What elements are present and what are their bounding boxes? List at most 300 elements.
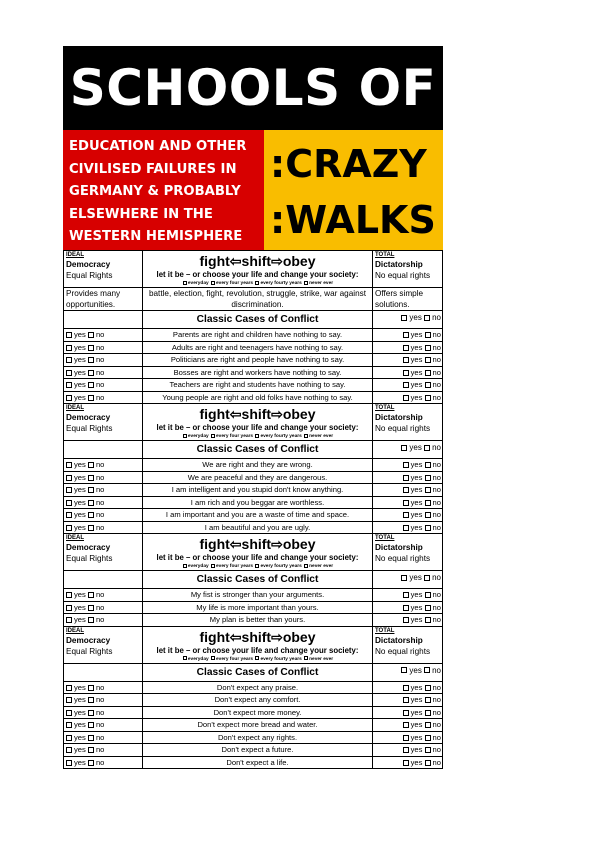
case-left-no-checkbox[interactable] xyxy=(88,382,94,388)
case-statement: Teachers are right and students have nothing to say. xyxy=(143,379,373,391)
case-left-yes-checkbox[interactable] xyxy=(66,735,72,741)
case-row xyxy=(64,718,442,731)
case-right-yes-checkbox[interactable] xyxy=(403,735,409,741)
subtitle-gold-panel xyxy=(264,130,443,250)
block-header-row xyxy=(64,534,442,570)
yes-label: yes xyxy=(74,510,86,519)
yes-label: yes xyxy=(409,573,422,582)
no-label: no xyxy=(432,497,441,507)
total-name: Dictatorship xyxy=(375,413,423,422)
yes-label: yes xyxy=(410,380,423,389)
classic-yes-checkbox[interactable] xyxy=(401,667,407,673)
yes-label: yes xyxy=(409,665,422,675)
no-label: no xyxy=(432,665,441,675)
no-label: no xyxy=(95,732,105,742)
provides-center: battle, election, fight, revolution, struggle, strike, war against discrimination. xyxy=(143,288,373,310)
classic-cases-heading: Classic Cases of Conflict xyxy=(143,664,373,681)
case-left-no-checkbox[interactable] xyxy=(88,462,94,468)
frequency-option-label: everyday xyxy=(187,281,209,286)
case-row xyxy=(64,693,442,706)
case-row xyxy=(64,681,442,694)
case-statement: I am rich and you beggar are worthless. xyxy=(143,497,373,509)
yes-label: yes xyxy=(409,313,422,322)
subtitle-banner xyxy=(63,130,443,250)
no-label: no xyxy=(95,497,105,507)
provides-right: Offers simple solutions. xyxy=(375,289,424,309)
case-left-yes-checkbox[interactable] xyxy=(66,462,72,468)
yes-label: yes xyxy=(410,695,423,704)
case-right-no-checkbox[interactable] xyxy=(425,487,431,493)
yes-label: yes xyxy=(74,497,86,507)
yes-label: yes xyxy=(410,602,423,612)
case-statement: My plan is better than yours. xyxy=(143,614,373,626)
case-row xyxy=(64,613,442,626)
case-right-no-checkbox[interactable] xyxy=(425,605,431,611)
frequency-option-checkbox[interactable] xyxy=(255,434,259,438)
no-label: no xyxy=(95,330,105,339)
case-left-no-checkbox[interactable] xyxy=(88,722,94,728)
classic-no-checkbox[interactable] xyxy=(424,575,430,581)
classic-cases-heading: Classic Cases of Conflict xyxy=(143,571,373,588)
yes-label: yes xyxy=(410,355,423,364)
yes-label: yes xyxy=(74,732,86,742)
no-label: no xyxy=(432,573,441,582)
case-left-no-checkbox[interactable] xyxy=(88,487,94,493)
total-desc: No equal rights xyxy=(375,271,431,280)
case-row xyxy=(64,496,442,509)
no-label: no xyxy=(432,707,441,717)
subtitle-line: WESTERN HEMISPHERE xyxy=(69,229,243,245)
no-label: no xyxy=(432,757,441,767)
case-right-yes-checkbox[interactable] xyxy=(403,382,409,388)
page-title: SCHOOLS OF xyxy=(69,59,437,117)
case-right-no-checkbox[interactable] xyxy=(425,685,431,691)
case-left-no-checkbox[interactable] xyxy=(88,525,94,531)
case-left-no-checkbox[interactable] xyxy=(88,345,94,351)
no-label: no xyxy=(432,380,441,389)
no-label: no xyxy=(95,695,105,704)
frequency-option-label: everyday xyxy=(187,656,209,662)
yes-label: yes xyxy=(74,472,86,482)
no-label: no xyxy=(432,460,441,469)
frequency-option-checkbox[interactable] xyxy=(255,656,259,660)
subtitle-red-panel xyxy=(63,130,264,250)
case-right-yes-checkbox[interactable] xyxy=(403,760,409,766)
case-row xyxy=(64,341,442,354)
no-label: no xyxy=(432,695,441,704)
case-right-no-checkbox[interactable] xyxy=(425,592,431,598)
classic-cases-row xyxy=(64,663,442,681)
yes-label: yes xyxy=(410,342,423,352)
case-left-yes-checkbox[interactable] xyxy=(66,500,72,506)
classic-no-checkbox[interactable] xyxy=(424,445,430,451)
classic-cases-row xyxy=(64,570,442,588)
classic-yes-checkbox[interactable] xyxy=(401,575,407,581)
case-right-no-checkbox[interactable] xyxy=(425,382,431,388)
frequency-option-label: every fourty years xyxy=(260,281,302,286)
case-statement: I am important and you are a waste of time and space. xyxy=(143,509,373,521)
case-left-yes-checkbox[interactable] xyxy=(66,487,72,493)
ideal-desc: Equal Rights xyxy=(66,424,113,433)
no-label: no xyxy=(95,392,105,402)
total-name: Dictatorship xyxy=(375,635,423,645)
case-right-yes-checkbox[interactable] xyxy=(403,525,409,531)
case-right-no-checkbox[interactable] xyxy=(425,370,431,376)
no-label: no xyxy=(432,510,441,519)
block-header-row xyxy=(64,627,442,663)
case-right-yes-checkbox[interactable] xyxy=(403,332,409,338)
case-left-no-checkbox[interactable] xyxy=(88,500,94,506)
yes-label: yes xyxy=(74,485,86,494)
case-right-yes-checkbox[interactable] xyxy=(403,722,409,728)
choose-life-instruction: let it be – or choose your life and change your society: xyxy=(156,645,359,655)
yes-label: yes xyxy=(410,472,423,482)
yes-label: yes xyxy=(410,615,423,624)
case-right-yes-checkbox[interactable] xyxy=(403,697,409,703)
case-left-no-checkbox[interactable] xyxy=(88,512,94,518)
case-left-yes-checkbox[interactable] xyxy=(66,475,72,481)
subtitle-line: GERMANY & PROBABLY xyxy=(69,184,241,200)
yes-label: yes xyxy=(410,720,423,729)
no-label: no xyxy=(432,367,441,377)
case-right-yes-checkbox[interactable] xyxy=(403,710,409,716)
provides-row xyxy=(64,287,442,310)
no-label: no xyxy=(432,313,441,322)
choose-life-instruction: let it be – or choose your life and change your society: xyxy=(156,270,359,279)
yes-label: yes xyxy=(409,443,422,452)
ideal-desc: Equal Rights xyxy=(66,271,113,280)
no-label: no xyxy=(95,745,105,754)
case-row xyxy=(64,601,442,614)
case-right-yes-checkbox[interactable] xyxy=(403,475,409,481)
case-right-no-checkbox[interactable] xyxy=(425,500,431,506)
choose-life-instruction: let it be – or choose your life and change your society: xyxy=(156,553,359,562)
no-label: no xyxy=(95,380,105,389)
frequency-option-checkbox[interactable] xyxy=(304,564,308,568)
yes-label: yes xyxy=(410,497,423,507)
case-right-yes-checkbox[interactable] xyxy=(403,617,409,623)
frequency-option-label: every fourty years xyxy=(260,564,302,569)
no-label: no xyxy=(432,720,441,729)
case-left-yes-checkbox[interactable] xyxy=(66,685,72,691)
yes-label: yes xyxy=(74,695,86,704)
yes-label: yes xyxy=(410,460,423,469)
yes-label: yes xyxy=(74,380,86,389)
no-label: no xyxy=(432,330,441,339)
no-label: no xyxy=(432,602,441,612)
total-tag: TOTAL xyxy=(375,252,395,258)
ideal-desc: Equal Rights xyxy=(66,646,113,656)
frequency-option-label: never ever xyxy=(309,656,334,662)
ideal-tag: IDEAL xyxy=(66,535,84,541)
case-right-yes-checkbox[interactable] xyxy=(403,395,409,401)
case-left-no-checkbox[interactable] xyxy=(88,605,94,611)
case-left-no-checkbox[interactable] xyxy=(88,395,94,401)
yes-label: yes xyxy=(74,342,86,352)
frequency-option-checkbox[interactable] xyxy=(183,434,187,438)
total-name: Dictatorship xyxy=(375,543,423,552)
case-statement: Bosses are right and workers have nothing to say. xyxy=(143,367,373,379)
frequency-options xyxy=(143,656,372,663)
choose-life-instruction: let it be – or choose your life and change your society: xyxy=(156,423,359,432)
frequency-option-label: everyday xyxy=(187,434,209,439)
case-right-yes-checkbox[interactable] xyxy=(403,605,409,611)
no-label: no xyxy=(95,460,105,469)
case-right-yes-checkbox[interactable] xyxy=(403,370,409,376)
case-left-yes-checkbox[interactable] xyxy=(66,747,72,753)
case-right-no-checkbox[interactable] xyxy=(425,512,431,518)
frequency-option-label: never ever xyxy=(309,564,334,569)
case-statement: Don't expect a life. xyxy=(143,757,373,769)
no-label: no xyxy=(95,615,105,624)
yes-label: yes xyxy=(74,590,86,599)
case-statement: We are right and they are wrong. xyxy=(143,459,373,471)
case-row xyxy=(64,378,442,391)
case-right-no-checkbox[interactable] xyxy=(425,475,431,481)
case-right-yes-checkbox[interactable] xyxy=(403,512,409,518)
provides-left: Provides many opportunities. xyxy=(64,288,143,310)
frequency-options xyxy=(143,433,372,440)
case-right-yes-checkbox[interactable] xyxy=(403,487,409,493)
classic-cases-row xyxy=(64,310,442,328)
ideal-tag: IDEAL xyxy=(66,627,84,634)
yes-label: yes xyxy=(74,355,86,364)
conflict-block xyxy=(63,250,443,404)
frequency-option-checkbox[interactable] xyxy=(304,434,308,438)
case-right-no-checkbox[interactable] xyxy=(425,525,431,531)
case-left-yes-checkbox[interactable] xyxy=(66,605,72,611)
case-left-no-checkbox[interactable] xyxy=(88,370,94,376)
conflict-block xyxy=(63,404,443,534)
yes-label: yes xyxy=(410,682,423,692)
case-right-yes-checkbox[interactable] xyxy=(403,462,409,468)
conflict-block xyxy=(63,627,443,770)
total-desc: No equal rights xyxy=(375,424,431,433)
case-left-yes-checkbox[interactable] xyxy=(66,592,72,598)
no-label: no xyxy=(95,367,105,377)
case-row xyxy=(64,521,442,534)
frequency-option-checkbox[interactable] xyxy=(211,281,215,285)
case-left-no-checkbox[interactable] xyxy=(88,710,94,716)
case-statement: Don't expect more bread and water. xyxy=(143,719,373,731)
ideal-name: Democracy xyxy=(66,543,111,552)
frequency-option-checkbox[interactable] xyxy=(304,281,308,285)
case-left-yes-checkbox[interactable] xyxy=(66,382,72,388)
ideal-desc: Equal Rights xyxy=(66,554,113,563)
case-statement: Adults are right and teenagers have nothing to say. xyxy=(143,342,373,354)
yes-label: yes xyxy=(410,745,423,754)
case-left-yes-checkbox[interactable] xyxy=(66,710,72,716)
case-statement: Don't expect any comfort. xyxy=(143,694,373,706)
frequency-option-label: every four years xyxy=(216,281,254,286)
case-right-yes-checkbox[interactable] xyxy=(403,747,409,753)
no-label: no xyxy=(95,355,105,364)
yes-label: yes xyxy=(410,392,423,402)
case-left-no-checkbox[interactable] xyxy=(88,592,94,598)
case-statement: My fist is stronger than your arguments. xyxy=(143,589,373,601)
fight-shift-obey-heading: fight⇦shift⇨obey xyxy=(199,536,316,552)
yes-label: yes xyxy=(410,522,423,532)
case-right-yes-checkbox[interactable] xyxy=(403,500,409,506)
no-label: no xyxy=(95,472,105,482)
frequency-option-checkbox[interactable] xyxy=(211,656,215,660)
frequency-option-label: every fourty years xyxy=(260,656,302,662)
case-right-yes-checkbox[interactable] xyxy=(403,345,409,351)
case-left-no-checkbox[interactable] xyxy=(88,685,94,691)
case-statement: Don't expect any praise. xyxy=(143,682,373,694)
no-label: no xyxy=(432,745,441,754)
case-statement: Politicians are right and people have nothing to say. xyxy=(143,354,373,366)
classic-yes-checkbox[interactable] xyxy=(401,445,407,451)
total-tag: TOTAL xyxy=(375,405,395,411)
case-left-yes-checkbox[interactable] xyxy=(66,697,72,703)
no-label: no xyxy=(432,443,441,452)
case-statement: I am intelligent and you stupid don't know anything. xyxy=(143,484,373,496)
yes-label: yes xyxy=(74,330,86,339)
yes-label: yes xyxy=(74,367,86,377)
case-right-no-checkbox[interactable] xyxy=(425,710,431,716)
crazy-heading: :CRAZY xyxy=(270,142,427,186)
case-left-no-checkbox[interactable] xyxy=(88,735,94,741)
block-header-row xyxy=(64,404,442,440)
yes-label: yes xyxy=(74,757,86,767)
no-label: no xyxy=(432,485,441,494)
case-row xyxy=(64,328,442,341)
frequency-option-checkbox[interactable] xyxy=(183,656,187,660)
no-label: no xyxy=(432,522,441,532)
case-row xyxy=(64,731,442,744)
frequency-option-checkbox[interactable] xyxy=(304,656,308,660)
case-row xyxy=(64,366,442,379)
frequency-option-checkbox[interactable] xyxy=(211,434,215,438)
yes-label: yes xyxy=(410,485,423,494)
case-left-no-checkbox[interactable] xyxy=(88,747,94,753)
case-statement: Don't expect more money. xyxy=(143,707,373,719)
frequency-option-label: never ever xyxy=(309,281,334,286)
case-right-no-checkbox[interactable] xyxy=(425,697,431,703)
yes-label: yes xyxy=(410,732,423,742)
no-label: no xyxy=(432,732,441,742)
subtitle-line: ELSEWHERE IN THE xyxy=(69,206,213,222)
no-label: no xyxy=(432,392,441,402)
no-label: no xyxy=(432,355,441,364)
yes-label: yes xyxy=(410,707,423,717)
case-right-no-checkbox[interactable] xyxy=(425,462,431,468)
conflict-blocks xyxy=(63,250,443,769)
yes-label: yes xyxy=(74,707,86,717)
yes-label: yes xyxy=(410,757,423,767)
case-right-yes-checkbox[interactable] xyxy=(403,592,409,598)
case-left-yes-checkbox[interactable] xyxy=(66,722,72,728)
case-right-no-checkbox[interactable] xyxy=(425,747,431,753)
classic-yes-checkbox[interactable] xyxy=(401,315,407,321)
case-right-no-checkbox[interactable] xyxy=(425,735,431,741)
case-row xyxy=(64,756,442,769)
case-left-no-checkbox[interactable] xyxy=(88,617,94,623)
classic-no-checkbox[interactable] xyxy=(424,667,430,673)
no-label: no xyxy=(432,615,441,624)
yes-label: yes xyxy=(74,602,86,612)
total-tag: TOTAL xyxy=(375,627,395,634)
no-label: no xyxy=(95,522,105,532)
total-desc: No equal rights xyxy=(375,646,431,656)
case-right-no-checkbox[interactable] xyxy=(425,760,431,766)
frequency-option-label: every fourty years xyxy=(260,434,302,439)
case-left-yes-checkbox[interactable] xyxy=(66,345,72,351)
fight-shift-obey-heading: fight⇦shift⇨obey xyxy=(199,253,316,269)
case-left-no-checkbox[interactable] xyxy=(88,697,94,703)
case-row xyxy=(64,458,442,471)
case-left-no-checkbox[interactable] xyxy=(88,475,94,481)
case-left-yes-checkbox[interactable] xyxy=(66,332,72,338)
case-right-no-checkbox[interactable] xyxy=(425,332,431,338)
case-left-yes-checkbox[interactable] xyxy=(66,760,72,766)
case-left-no-checkbox[interactable] xyxy=(88,760,94,766)
yes-label: yes xyxy=(410,367,423,377)
case-left-no-checkbox[interactable] xyxy=(88,357,94,363)
classic-cases-heading: Classic Cases of Conflict xyxy=(143,311,373,328)
yes-label: yes xyxy=(74,745,86,754)
case-left-yes-checkbox[interactable] xyxy=(66,525,72,531)
case-statement: Young people are right and old folks have nothing to say. xyxy=(143,392,373,404)
case-right-no-checkbox[interactable] xyxy=(425,722,431,728)
frequency-option-checkbox[interactable] xyxy=(183,281,187,285)
case-statement: Parents are right and children have nothing to say. xyxy=(143,329,373,341)
title-banner xyxy=(63,46,443,130)
case-right-yes-checkbox[interactable] xyxy=(403,685,409,691)
case-statement: Don't expect any rights. xyxy=(143,732,373,744)
classic-cases-row xyxy=(64,440,442,458)
no-label: no xyxy=(432,472,441,482)
case-left-yes-checkbox[interactable] xyxy=(66,512,72,518)
frequency-options xyxy=(143,563,372,570)
case-left-yes-checkbox[interactable] xyxy=(66,395,72,401)
case-left-no-checkbox[interactable] xyxy=(88,332,94,338)
subtitle-line: EDUCATION AND OTHER xyxy=(69,139,247,154)
case-statement: Don't expect a future. xyxy=(143,744,373,756)
total-desc: No equal rights xyxy=(375,554,431,563)
frequency-option-checkbox[interactable] xyxy=(255,564,259,568)
case-right-no-checkbox[interactable] xyxy=(425,345,431,351)
no-label: no xyxy=(95,590,105,599)
classic-no-checkbox[interactable] xyxy=(424,315,430,321)
no-label: no xyxy=(432,342,441,352)
ideal-tag: IDEAL xyxy=(66,252,84,258)
case-left-yes-checkbox[interactable] xyxy=(66,370,72,376)
frequency-option-checkbox[interactable] xyxy=(211,564,215,568)
walks-heading: :WALKS xyxy=(270,198,436,242)
classic-cases-heading: Classic Cases of Conflict xyxy=(143,441,373,458)
frequency-option-checkbox[interactable] xyxy=(183,564,187,568)
ideal-tag: IDEAL xyxy=(66,405,84,411)
case-right-no-checkbox[interactable] xyxy=(425,617,431,623)
frequency-option-label: never ever xyxy=(309,434,334,439)
case-right-yes-checkbox[interactable] xyxy=(403,357,409,363)
yes-label: yes xyxy=(74,615,86,624)
subtitle-line: CIVILISED FAILURES IN xyxy=(69,161,237,177)
yes-label: yes xyxy=(74,392,86,402)
frequency-option-label: everyday xyxy=(187,564,209,569)
frequency-option-label: every four years xyxy=(216,564,254,569)
frequency-option-checkbox[interactable] xyxy=(255,281,259,285)
case-left-yes-checkbox[interactable] xyxy=(66,357,72,363)
case-left-yes-checkbox[interactable] xyxy=(66,617,72,623)
case-right-no-checkbox[interactable] xyxy=(425,395,431,401)
yes-label: yes xyxy=(74,460,86,469)
case-right-no-checkbox[interactable] xyxy=(425,357,431,363)
no-label: no xyxy=(95,485,105,494)
no-label: no xyxy=(95,510,105,519)
